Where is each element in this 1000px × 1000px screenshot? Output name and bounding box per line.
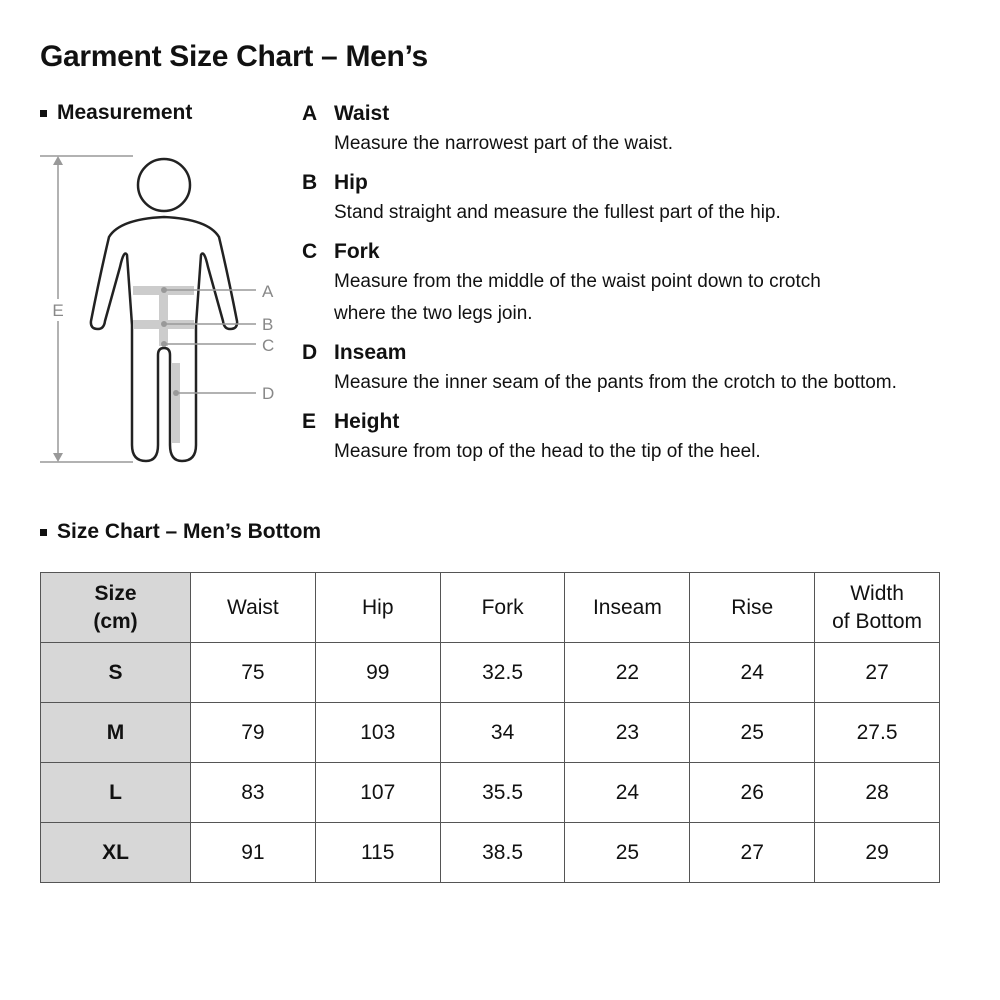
value-cell: 29 — [815, 823, 940, 883]
label-b: B — [262, 315, 274, 334]
label-c: C — [262, 336, 275, 355]
value-cell: 22 — [565, 643, 690, 703]
table-row — [41, 763, 940, 823]
header-inseam: Inseam — [565, 573, 690, 643]
value-cell: 27 — [690, 823, 815, 883]
value-cell: 103 — [315, 703, 440, 763]
table-row — [41, 823, 940, 883]
definition-waist — [302, 100, 992, 160]
definition-letter: E — [302, 410, 317, 433]
value-cell: 38.5 — [440, 823, 565, 883]
size-chart-table — [40, 572, 940, 883]
label-a: A — [262, 282, 274, 301]
value-cell: 24 — [565, 763, 690, 823]
measurement-heading — [40, 101, 192, 125]
value-cell: 23 — [565, 703, 690, 763]
value-cell: 99 — [315, 643, 440, 703]
size-cell: L — [41, 763, 191, 823]
header-hip: Hip — [315, 573, 440, 643]
definition-letter: D — [302, 341, 318, 364]
table-row — [41, 703, 940, 763]
height-arrow-bottom-icon — [53, 453, 63, 462]
size-chart-heading — [40, 520, 321, 544]
definition-name: Waist — [334, 102, 390, 125]
size-chart-heading-text: Size Chart – Men’s Bottom — [57, 520, 322, 543]
definition-text: Measure from top of the head to the tip of the heel. — [334, 441, 761, 462]
definition-name: Inseam — [334, 341, 407, 364]
value-cell: 83 — [191, 763, 316, 823]
header-fork: Fork — [440, 573, 565, 643]
value-cell: 107 — [315, 763, 440, 823]
inseam-band — [171, 363, 180, 443]
definition-inseam — [302, 339, 992, 399]
definition-letter: C — [302, 240, 318, 263]
table-header-row — [41, 573, 940, 643]
definition-text-line-2: where the two legs join. — [334, 303, 533, 324]
label-d: D — [262, 384, 275, 403]
definition-name: Height — [334, 410, 400, 433]
header-rise: Rise — [690, 573, 815, 643]
value-cell: 25 — [690, 703, 815, 763]
definition-letter: B — [302, 171, 318, 194]
value-cell: 35.5 — [440, 763, 565, 823]
definition-letter: A — [302, 102, 318, 125]
measurement-heading-text: Measurement — [57, 101, 193, 124]
height-arrow-top-icon — [53, 156, 63, 165]
value-cell: 28 — [815, 763, 940, 823]
label-e: E — [52, 301, 64, 320]
definition-text: Measure from the middle of the waist point down to crotch — [334, 271, 821, 292]
value-cell: 79 — [191, 703, 316, 763]
header-size: Size (cm) — [41, 573, 191, 643]
definition-hip — [302, 169, 992, 229]
value-cell: 32.5 — [440, 643, 565, 703]
value-cell: 34 — [440, 703, 565, 763]
header-width-of-bottom: Width of Bottom — [815, 573, 940, 643]
definition-name: Fork — [334, 240, 380, 263]
definition-text: Stand straight and measure the fullest part of the hip. — [334, 202, 781, 223]
value-cell: 115 — [315, 823, 440, 883]
definition-name: Hip — [334, 171, 368, 194]
value-cell: 24 — [690, 643, 815, 703]
definition-text: Measure the narrowest part of the waist. — [334, 133, 673, 154]
measurement-definitions — [302, 100, 992, 477]
value-cell: 26 — [690, 763, 815, 823]
page-title: Garment Size Chart – Men’s — [40, 40, 428, 73]
square-bullet-icon — [40, 529, 47, 536]
size-cell: XL — [41, 823, 191, 883]
value-cell: 27 — [815, 643, 940, 703]
body-measurement-figure — [30, 145, 290, 475]
size-cell: M — [41, 703, 191, 763]
value-cell: 75 — [191, 643, 316, 703]
square-bullet-icon — [40, 110, 47, 117]
definition-text: Measure the inner seam of the pants from the crotch to the bottom. — [334, 372, 897, 393]
value-cell: 91 — [191, 823, 316, 883]
fork-band — [159, 286, 168, 346]
definition-fork — [302, 238, 992, 330]
definition-height — [302, 408, 992, 468]
header-waist: Waist — [191, 573, 316, 643]
size-cell: S — [41, 643, 191, 703]
value-cell: 27.5 — [815, 703, 940, 763]
value-cell: 25 — [565, 823, 690, 883]
table-row — [41, 643, 940, 703]
figure-head — [138, 159, 190, 211]
